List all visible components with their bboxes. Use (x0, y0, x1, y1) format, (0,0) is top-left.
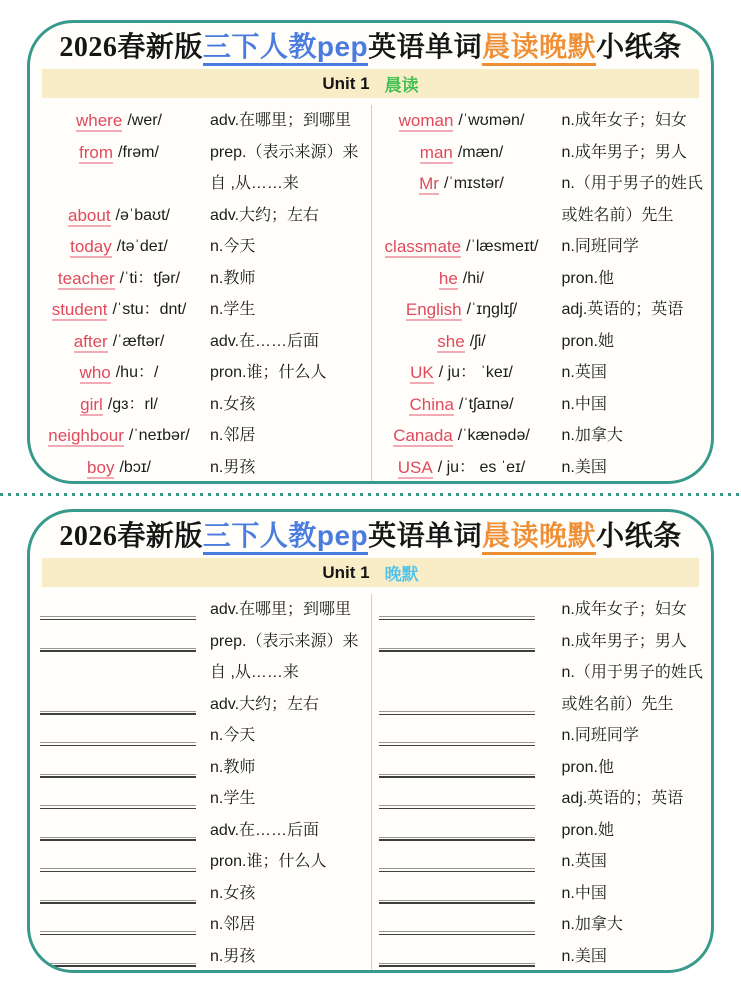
answer-blank-cell (38, 941, 210, 964)
vocab-row (374, 263, 704, 295)
answer-blank-cell (374, 626, 562, 649)
word-cell (38, 357, 210, 389)
vocab-row (374, 294, 704, 326)
answer-blank-line (379, 752, 535, 775)
vocab-row (38, 294, 371, 326)
answer-blank-line (40, 594, 196, 617)
answer-blank-line (40, 720, 196, 743)
definition-text: adv.在哪里；到哪里 (210, 601, 352, 618)
word-underlined: English (405, 300, 462, 319)
dictation-table-evening (38, 594, 703, 972)
definition-text: prep.（表示来源）来自 ,从……来 (210, 143, 359, 192)
word-cell (38, 294, 210, 326)
answer-blank-line (40, 689, 196, 712)
dictation-row (38, 909, 371, 941)
dictation-row (374, 909, 704, 941)
dictation-row (38, 594, 371, 626)
answer-blank-cell (374, 594, 562, 617)
answer-blank-cell (38, 878, 210, 901)
word-underlined: Canada (393, 426, 453, 445)
vocab-row (38, 137, 371, 200)
vocab-row (38, 357, 371, 389)
vocab-column-right (371, 105, 704, 483)
definition-text: n.教师 (210, 758, 256, 776)
answer-blank-line (379, 626, 535, 649)
dictation-row (374, 878, 704, 910)
dictation-row (374, 815, 704, 847)
dictation-row (38, 941, 371, 973)
word-underlined: student (51, 300, 108, 319)
phonetic-text: /ˈtʃaɪnə/ (458, 395, 514, 413)
word-underlined: boy (87, 457, 115, 477)
word-cell (374, 231, 562, 263)
vocab-row (38, 231, 371, 263)
word-underlined: after (73, 331, 108, 351)
dictation-column-left (38, 594, 371, 972)
word-cell (374, 452, 562, 484)
word-text (410, 357, 434, 389)
phonetic-text: /hi/ (462, 269, 485, 287)
unit-header-morning (42, 69, 699, 98)
word-text (399, 105, 454, 137)
answer-blank-cell (38, 720, 210, 743)
dictation-row (38, 626, 371, 689)
dotted-separator (0, 493, 741, 496)
word-text (419, 168, 439, 200)
title-part-year: 2026 (59, 521, 118, 552)
definition-text: n.成年男子；男人 (561, 632, 687, 650)
answer-blank-line (40, 815, 196, 838)
phonetic-text: / ju： es ˈeɪ/ (437, 458, 526, 476)
word-cell (38, 452, 210, 484)
unit-label: Unit 1 (322, 562, 370, 582)
word-cell (374, 168, 562, 200)
definition-text: adv.在哪里；到哪里 (210, 112, 352, 129)
word-underlined: neighbour (48, 426, 124, 445)
word-text (68, 200, 111, 232)
dictation-row (374, 720, 704, 752)
answer-blank-line (40, 626, 196, 649)
word-underlined: USA (397, 457, 433, 477)
definition-text: n.美国 (561, 947, 607, 965)
answer-blank-line (40, 941, 196, 964)
definition-text: adj.英语的；英语 (561, 301, 684, 318)
word-underlined: about (68, 205, 111, 225)
definition-text: n.中国 (561, 884, 607, 902)
phonetic-text: /ʃi/ (469, 332, 486, 350)
word-underlined: today (70, 237, 112, 256)
dictation-row (374, 594, 704, 626)
word-text (406, 294, 462, 326)
vocab-column-left (38, 105, 371, 483)
definition-text: n.学生 (210, 301, 256, 318)
word-cell (374, 389, 562, 421)
answer-blank-line (379, 941, 535, 964)
word-cell (374, 420, 562, 452)
phonetic-text: /bɔɪ/ (119, 458, 151, 476)
word-text (409, 389, 453, 421)
word-underlined: teacher (57, 268, 115, 288)
word-text (439, 263, 458, 295)
vocab-row (38, 105, 371, 137)
phonetic-text: /ˈneɪbər/ (128, 427, 190, 444)
answer-blank-cell (38, 689, 210, 712)
word-cell (38, 137, 210, 169)
vocab-row (374, 231, 704, 263)
answer-blank-line (379, 878, 535, 901)
word-text (70, 231, 112, 263)
phonetic-text: / ju： ˈkeɪ/ (438, 364, 513, 381)
definition-text: n.男孩 (210, 458, 256, 476)
answer-blank-line (40, 752, 196, 775)
answer-blank-line (379, 594, 535, 617)
word-cell (38, 263, 210, 295)
answer-blank-cell (374, 909, 562, 932)
title-part-orange: 晨读晚默 (482, 520, 596, 555)
vocab-row (38, 420, 371, 452)
definition-text: n.（用于男子的姓氏或姓名前）先生 (561, 664, 703, 713)
word-cell (374, 294, 562, 326)
definition-text: pron.她 (561, 821, 614, 839)
word-cell (374, 137, 562, 169)
answer-blank-line (40, 909, 196, 932)
definition-text: adj.英语的；英语 (561, 790, 684, 807)
definition-text: n.英国 (561, 853, 607, 870)
word-text (87, 452, 114, 484)
definition-text: n.今天 (210, 727, 256, 744)
title-part-blue: 三下人教pep (203, 31, 368, 66)
page-title (30, 30, 711, 66)
title-part-plain: 英语单词 (368, 520, 483, 551)
answer-blank-line (379, 720, 535, 743)
word-underlined: where (76, 111, 123, 130)
phonetic-text: /mæn/ (457, 143, 504, 161)
vocab-row (38, 326, 371, 358)
definition-text: n.男孩 (210, 947, 256, 965)
dictation-row (38, 846, 371, 878)
definition-text: pron.谁；什么人 (210, 853, 327, 870)
vocab-row (374, 357, 704, 389)
phonetic-text: /ˈæftər/ (112, 332, 165, 350)
phonetic-text: /ˈstu：dnt/ (112, 301, 187, 318)
vocab-row (374, 105, 704, 137)
answer-blank-line (379, 689, 535, 712)
answer-blank-line (379, 815, 535, 838)
title-part-year: 2026 (59, 32, 118, 63)
word-text (79, 137, 113, 169)
word-text (52, 294, 108, 326)
definition-text: n.同班同学 (561, 727, 639, 744)
dictation-row (38, 878, 371, 910)
definition-text: adv.大约；左右 (210, 206, 320, 224)
definition-text: n.教师 (210, 269, 256, 287)
unit-label: Unit 1 (322, 73, 370, 93)
word-underlined: who (79, 363, 111, 382)
vocab-row (38, 452, 371, 484)
vocab-row (374, 168, 704, 231)
answer-blank-cell (374, 720, 562, 743)
definition-text: prep.（表示来源）来自 ,从……来 (210, 632, 359, 681)
dictation-row (38, 783, 371, 815)
definition-text: n.邻居 (210, 916, 256, 933)
word-text (58, 263, 115, 295)
word-cell (374, 105, 562, 137)
answer-blank-cell (38, 846, 210, 869)
answer-blank-cell (374, 941, 562, 964)
vocab-row (374, 389, 704, 421)
title-part-blue: 三下人教pep (203, 520, 368, 555)
vocab-row (38, 389, 371, 421)
definition-text: n.成年女子；妇女 (561, 601, 687, 618)
answer-blank-cell (374, 689, 562, 712)
word-cell (38, 420, 210, 452)
answer-blank-cell (374, 815, 562, 838)
phonetic-text: /wer/ (127, 112, 162, 129)
phonetic-text: /frəm/ (118, 143, 159, 161)
word-cell (374, 357, 562, 389)
vocab-row (38, 263, 371, 295)
word-underlined: he (438, 268, 458, 288)
dictation-row (38, 689, 371, 721)
definition-text: pron.谁；什么人 (210, 364, 327, 381)
dictation-column-right (371, 594, 704, 972)
answer-blank-line (40, 783, 196, 806)
word-underlined: from (79, 142, 114, 162)
definition-text: n.女孩 (210, 395, 256, 413)
word-text (76, 105, 122, 137)
word-text (398, 452, 433, 484)
mode-label-evening-dictation: 晚默 (384, 565, 419, 584)
word-underlined: UK (410, 363, 434, 382)
word-text (437, 326, 464, 358)
definition-text: pron.他 (561, 269, 614, 287)
mode-label-morning-reading: 晨读 (384, 76, 419, 95)
dictation-row (374, 752, 704, 784)
word-underlined: man (419, 142, 453, 162)
dictation-row (374, 626, 704, 658)
phonetic-text: /ˈlæsmeɪt/ (466, 238, 539, 255)
vocab-row (374, 326, 704, 358)
word-cell (374, 263, 562, 295)
dictation-row (374, 846, 704, 878)
word-underlined: girl (80, 394, 103, 414)
definition-text: n.美国 (561, 458, 607, 476)
answer-blank-line (379, 909, 535, 932)
word-text (74, 326, 108, 358)
word-underlined: Mr (419, 174, 439, 193)
answer-blank-cell (374, 846, 562, 869)
vocab-row (38, 200, 371, 232)
word-underlined: China (409, 394, 454, 414)
phonetic-text: /əˈbaʊt/ (115, 206, 170, 224)
answer-blank-cell (38, 752, 210, 775)
word-text (385, 231, 462, 263)
answer-blank-cell (374, 752, 562, 775)
definition-text: n.英国 (561, 364, 607, 381)
word-text (80, 389, 103, 421)
answer-blank-line (379, 783, 535, 806)
phonetic-text: /ˈkænədə/ (457, 427, 530, 444)
word-underlined: woman (398, 111, 454, 130)
phonetic-text: /gɜ：rl/ (107, 395, 158, 413)
definition-text: pron.她 (561, 332, 614, 350)
vocab-table-morning (38, 105, 703, 483)
dictation-row (374, 941, 704, 973)
vocab-row (374, 420, 704, 452)
title-part-plain: 英语单词 (368, 31, 483, 62)
word-text (48, 420, 124, 452)
definition-text: n.加拿大 (561, 427, 623, 444)
word-text (393, 420, 453, 452)
answer-blank-cell (38, 594, 210, 617)
word-cell (38, 200, 210, 232)
title-part-plain: 春新版 (117, 31, 203, 62)
dictation-row (38, 815, 371, 847)
definition-text: n.邻居 (210, 427, 256, 444)
answer-blank-cell (38, 783, 210, 806)
dictation-row (38, 752, 371, 784)
definition-text: pron.他 (561, 758, 614, 776)
vocab-row (374, 137, 704, 169)
definition-text: adv.在……后面 (210, 821, 320, 839)
unit-header-evening (42, 558, 699, 587)
word-cell (374, 326, 562, 358)
phonetic-text: /ˈmɪstər/ (443, 175, 504, 192)
definition-text: n.同班同学 (561, 238, 639, 255)
word-cell (38, 105, 210, 137)
phonetic-text: /təˈdeɪ/ (116, 238, 168, 255)
title-part-orange: 晨读晚默 (482, 31, 596, 66)
answer-blank-cell (374, 783, 562, 806)
answer-blank-cell (374, 878, 562, 901)
word-cell (38, 326, 210, 358)
dictation-row (374, 783, 704, 815)
phonetic-text: /ˈwʊmən/ (458, 112, 525, 129)
definition-text: n.成年男子；男人 (561, 143, 687, 161)
word-underlined: she (437, 331, 465, 351)
word-text (420, 137, 453, 169)
phonetic-text: /hu：/ (115, 364, 159, 381)
word-cell (38, 231, 210, 263)
title-part-plain: 春新版 (117, 520, 203, 551)
answer-blank-cell (38, 909, 210, 932)
word-text (80, 357, 111, 389)
phonetic-text: /ˈti：tʃər/ (119, 269, 181, 287)
title-part-plain: 小纸条 (596, 520, 682, 551)
title-part-plain: 小纸条 (596, 31, 682, 62)
definition-text: n.今天 (210, 238, 256, 255)
answer-blank-cell (38, 626, 210, 649)
answer-blank-line (40, 878, 196, 901)
dictation-row (38, 720, 371, 752)
evening-panel (27, 509, 714, 973)
definition-text: n.成年女子；妇女 (561, 112, 687, 129)
page-title (30, 519, 711, 555)
phonetic-text: /ˈɪŋglɪʃ/ (466, 301, 518, 318)
definition-text: adv.在……后面 (210, 332, 320, 350)
answer-blank-cell (38, 815, 210, 838)
vocab-row (374, 452, 704, 484)
answer-blank-line (40, 846, 196, 869)
definition-text: n.加拿大 (561, 916, 623, 933)
word-cell (38, 389, 210, 421)
definition-text: n.中国 (561, 395, 607, 413)
definition-text: n.（用于男子的姓氏或姓名前）先生 (561, 175, 703, 224)
dictation-row (374, 657, 704, 720)
definition-text: n.学生 (210, 790, 256, 807)
morning-panel (27, 20, 714, 484)
word-underlined: classmate (384, 237, 462, 256)
definition-text: adv.大约；左右 (210, 695, 320, 713)
definition-text: n.女孩 (210, 884, 256, 902)
answer-blank-line (379, 846, 535, 869)
